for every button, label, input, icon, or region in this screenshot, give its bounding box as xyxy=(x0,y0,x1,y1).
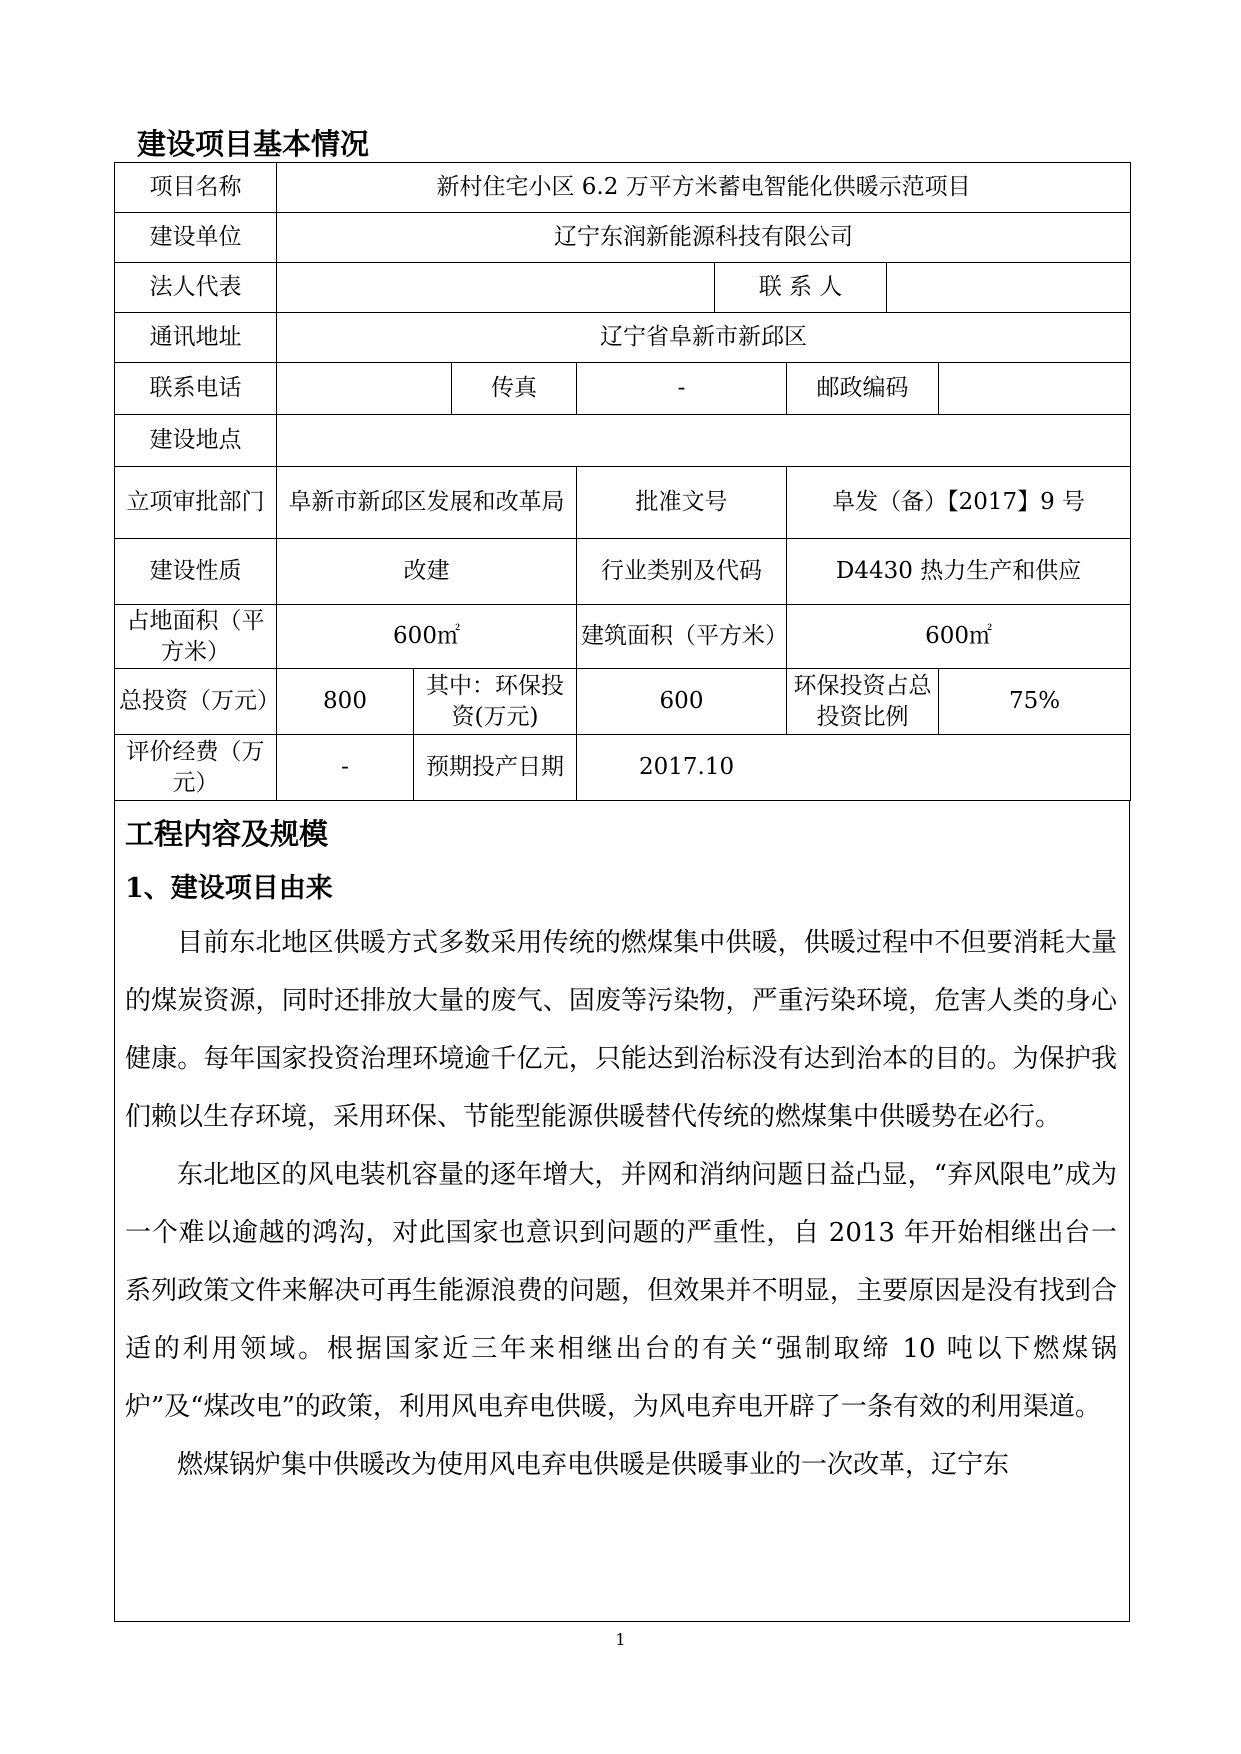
table-row xyxy=(115,313,1131,363)
builder-label: 建设单位 xyxy=(115,213,277,263)
table-row xyxy=(115,213,1131,263)
paragraph: 目前东北地区供暖方式多数采用传统的燃煤集中供暖，供暖过程中不但要消耗大量的煤炭资源，同时还排放大量的废气、固废等污染物，严重污染环境，危害人类的身心健康。每年国家投资治理环境逾千亿元，只能达到治标没有达到治本的目的。为保护我们赖以生存环境，采用环保、节能型能源供暖替代传统的燃煤集中供暖势在必行。 xyxy=(125,928,1117,1132)
industry-value: D4430 热力生产和供应 xyxy=(787,539,1131,605)
fax-label: 传真 xyxy=(452,363,577,415)
paragraph: 东北地区的风电装机容量的逐年增大，并网和消纳问题日益凸显，“弃风限电”成为一个难以逾越的鸿沟，对此国家也意识到问题的严重性，自 2013 年开始相继出台一系列政策文件来解决可再生能源浪费的问题，但效果并不明显，主要原因是没有找到合适的利用领域。根据国家近三年来相继出台的有关“强制取缔 10 吨以下燃煤锅炉”及“煤改电”的政策，利用风电弃电供暖，为风电弃电开辟了一条有效的利用渠道。 xyxy=(125,1160,1117,1422)
floor-area-value: 600㎡ xyxy=(787,605,1131,669)
env-investment-label: 其中：环保投资(万元) xyxy=(414,669,577,735)
nature-label: 建设性质 xyxy=(115,539,277,605)
eval-fee-value: - xyxy=(277,735,414,801)
env-ratio-label: 环保投资占总投资比例 xyxy=(787,669,939,735)
operation-date-value: 2017.10 xyxy=(577,735,1131,801)
page-number: 1 xyxy=(615,1630,626,1649)
project-name-label: 项目名称 xyxy=(115,163,277,213)
industry-label: 行业类别及代码 xyxy=(577,539,787,605)
page-title: 建设项目基本情况 xyxy=(137,127,370,161)
address-value: 辽宁省阜新市新邱区 xyxy=(277,313,1131,363)
eval-fee-label: 评价经费（万元） xyxy=(115,735,277,801)
table-row xyxy=(115,415,1131,467)
paragraph: 燃煤锅炉集中供暖改为使用风电弃电供暖是供暖事业的一次改革，辽宁东 xyxy=(177,1450,1010,1480)
approval-dept-label: 立项审批部门 xyxy=(115,467,277,539)
project-content-section xyxy=(114,800,1130,1622)
table-row xyxy=(115,735,1131,801)
section-subtitle: 1、建设项目由来 xyxy=(125,873,333,904)
land-area-value: 600㎡ xyxy=(277,605,577,669)
project-name-value: 新村住宅小区 6.2 万平方米蓄电智能化供暖示范项目 xyxy=(277,163,1131,213)
land-area-label: 占地面积（平方米） xyxy=(115,605,277,669)
table-row xyxy=(115,605,1131,669)
project-info-table xyxy=(114,162,1131,801)
table-row xyxy=(115,467,1131,539)
site-label: 建设地点 xyxy=(115,415,277,467)
legal-rep-value xyxy=(277,263,715,313)
fax-value: - xyxy=(577,363,787,415)
phone-label: 联系电话 xyxy=(115,363,277,415)
legal-rep-label: 法人代表 xyxy=(115,263,277,313)
postcode-label: 邮政编码 xyxy=(787,363,939,415)
env-investment-value: 600 xyxy=(577,669,787,735)
investment-value: 800 xyxy=(277,669,414,735)
address-label: 通讯地址 xyxy=(115,313,277,363)
approval-dept-value: 阜新市新邱区发展和改革局 xyxy=(277,467,577,539)
builder-value: 辽宁东润新能源科技有限公司 xyxy=(277,213,1131,263)
table-row xyxy=(115,539,1131,605)
contact-label: 联 系 人 xyxy=(715,263,887,313)
contact-value xyxy=(887,263,1131,313)
env-ratio-value: 75% xyxy=(939,669,1131,735)
floor-area-label: 建筑面积（平方米） xyxy=(577,605,787,669)
table-row xyxy=(115,163,1131,213)
operation-date-label: 预期投产日期 xyxy=(414,735,577,801)
approval-no-label: 批准文号 xyxy=(577,467,787,539)
site-value xyxy=(277,415,1131,467)
nature-value: 改建 xyxy=(277,539,577,605)
section-title: 工程内容及规模 xyxy=(125,817,329,851)
table-row xyxy=(115,263,1131,313)
postcode-value xyxy=(939,363,1131,415)
phone-value xyxy=(277,363,452,415)
table-row xyxy=(115,363,1131,415)
approval-no-value: 阜发（备）【2017】9 号 xyxy=(787,467,1131,539)
investment-label: 总投资（万元） xyxy=(115,669,277,735)
table-row xyxy=(115,669,1131,735)
